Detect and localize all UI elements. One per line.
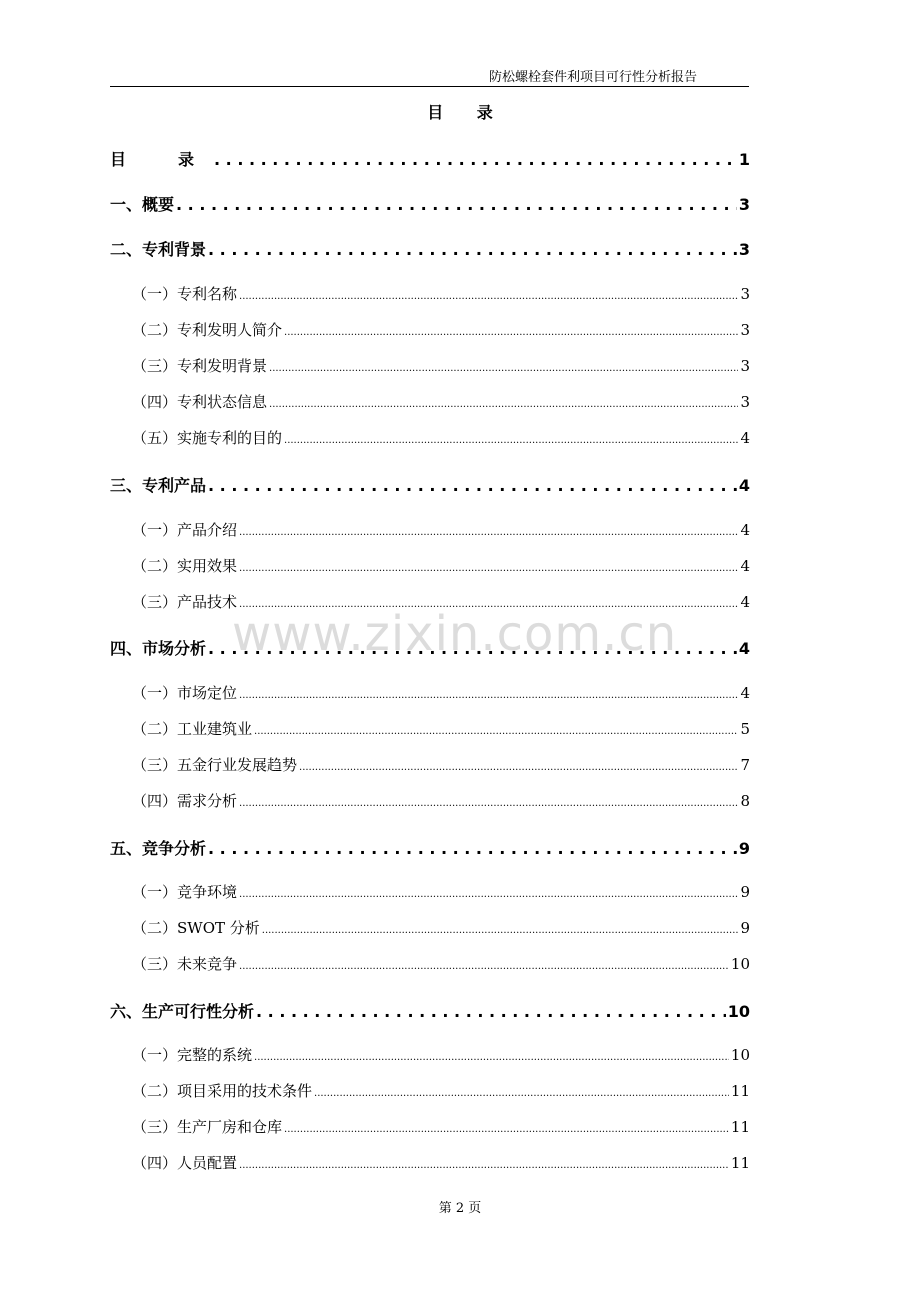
leader-dots (239, 1160, 729, 1171)
toc-subentry[interactable] (132, 790, 750, 811)
toc-subentry[interactable] (132, 591, 750, 612)
toc-entry-title: （一）产品介绍 (132, 521, 238, 539)
toc-entry-page: 11 (730, 1082, 750, 1100)
leader-dots (239, 527, 738, 538)
watermark-text: www.zixin.com.cn (232, 606, 678, 662)
toc-entry-page: 4 (740, 429, 750, 447)
toc-entry-page: 4 (740, 684, 750, 702)
toc-entry-title: （三）未来竞争 (132, 955, 238, 973)
toc-subentry[interactable] (132, 1044, 750, 1065)
toc-entry-page: 8 (740, 792, 750, 810)
toc-entry[interactable] (110, 999, 750, 1022)
toc-entry-title: （三）五金行业发展趋势 (132, 756, 298, 774)
toc-entry-title: 三、专利产品 (110, 476, 207, 495)
leader-dots (239, 798, 738, 809)
toc-subentry[interactable] (132, 1152, 750, 1173)
toc-entry-page: 10 (730, 955, 750, 973)
toc-entry-title: 二、专利背景 (110, 240, 207, 259)
leader-dots (254, 726, 738, 737)
toc-subentry[interactable] (132, 283, 750, 304)
toc-entry-page: 4 (738, 476, 750, 495)
toc-entry-title: （二）实用效果 (132, 557, 238, 575)
toc-entry-title: （五）实施专利的目的 (132, 429, 283, 447)
toc-entry-page: 10 (727, 1002, 750, 1021)
toc-entry-title: 四、市场分析 (110, 639, 207, 658)
toc-entry-page: 3 (740, 285, 750, 303)
leader-dots (239, 961, 729, 972)
leader-dots (269, 399, 738, 410)
toc-entry-page: 9 (738, 839, 750, 858)
leader-dots (214, 150, 737, 169)
toc-subentry[interactable] (132, 881, 750, 902)
toc-entry-page: 3 (740, 357, 750, 375)
header-title: 防松螺栓套件利项目可行性分析报告 (488, 70, 697, 85)
toc-entry-page: 3 (738, 240, 750, 259)
toc-entry-title: （二）SWOT 分析 (132, 919, 260, 937)
toc-entry-page: 11 (730, 1118, 750, 1136)
toc-entry-page: 1 (738, 150, 750, 169)
toc-subentry[interactable] (132, 427, 750, 448)
toc-entry-title: （三）生产厂房和仓库 (132, 1118, 283, 1136)
leader-dots (314, 1088, 729, 1099)
toc-entry-title: （四）需求分析 (132, 792, 238, 810)
toc-entry-page: 11 (730, 1154, 750, 1172)
toc-entry-page: 3 (738, 195, 750, 214)
leader-dots (208, 839, 737, 858)
toc-subentry[interactable] (132, 917, 750, 938)
toc-entry-page: 3 (740, 321, 750, 339)
toc-subentry[interactable] (132, 718, 750, 739)
toc-entry[interactable] (110, 147, 750, 170)
leader-dots (176, 195, 737, 214)
toc-entry[interactable] (110, 192, 750, 215)
leader-dots (269, 363, 738, 374)
toc-entry-page: 9 (740, 883, 750, 901)
leader-dots (256, 1002, 726, 1021)
toc-entry-page: 10 (730, 1046, 750, 1064)
toc-subentry[interactable] (132, 391, 750, 412)
leader-dots (284, 327, 738, 338)
toc-entry-title: （一）市场定位 (132, 684, 238, 702)
toc-entry-page: 3 (740, 393, 750, 411)
toc-entry-page: 4 (740, 521, 750, 539)
leader-dots (208, 240, 737, 259)
toc-subentry[interactable] (132, 1080, 750, 1101)
toc-entry-page: 9 (740, 919, 750, 937)
toc-entry-title: （一）竞争环境 (132, 883, 238, 901)
toc-entry-page: 5 (740, 720, 750, 738)
toc-entry-title: （三）产品技术 (132, 593, 238, 611)
leader-dots (239, 690, 738, 701)
toc-subentry[interactable] (132, 519, 750, 540)
page-number: 第 2 页 (438, 1201, 482, 1216)
leader-dots (284, 1124, 729, 1135)
toc-entry-title: （四）专利状态信息 (132, 393, 268, 411)
toc-subentry[interactable] (132, 555, 750, 576)
toc-subentry[interactable] (132, 682, 750, 703)
toc-entry-title: 六、生产可行性分析 (110, 1002, 255, 1021)
toc-entry-page: 7 (740, 756, 750, 774)
toc-entry-title: （二）工业建筑业 (132, 720, 253, 738)
leader-dots (254, 1052, 729, 1063)
toc-entry-title: （一）专利名称 (132, 285, 238, 303)
toc-subentry[interactable] (132, 319, 750, 340)
toc-entry-page: 4 (738, 639, 750, 658)
toc-entry[interactable] (110, 237, 750, 260)
leader-dots (239, 291, 738, 302)
toc-entry[interactable] (110, 636, 750, 659)
leader-dots (239, 889, 738, 900)
leader-dots (262, 925, 739, 936)
toc-entry-title: （三）专利发明背景 (132, 357, 268, 375)
toc-subentry[interactable] (132, 355, 750, 376)
toc-entry-page: 4 (740, 557, 750, 575)
leader-dots (284, 435, 738, 446)
leader-dots (299, 762, 738, 773)
leader-dots (208, 639, 737, 658)
page-header (110, 64, 749, 87)
toc-entry-title: 一、概要 (110, 195, 175, 214)
toc-entry[interactable] (110, 836, 750, 859)
leader-dots (239, 563, 738, 574)
toc-subentry[interactable] (132, 1116, 750, 1137)
toc-heading: 目 录 (427, 103, 507, 122)
toc-entry-title: （一）完整的系统 (132, 1046, 253, 1064)
toc-subentry[interactable] (132, 754, 750, 775)
toc-entry-title: 目 录 (110, 150, 213, 169)
toc-subentry[interactable] (132, 953, 750, 974)
leader-dots (208, 476, 737, 495)
toc-entry-title: （四）人员配置 (132, 1154, 238, 1172)
toc-entry-page: 4 (740, 593, 750, 611)
toc-entry-title: （二）专利发明人简介 (132, 321, 283, 339)
leader-dots (239, 599, 738, 610)
toc-entry-title: （二）项目采用的技术条件 (132, 1082, 313, 1100)
toc-entry-title: 五、竞争分析 (110, 839, 207, 858)
toc-entry[interactable] (110, 473, 750, 496)
